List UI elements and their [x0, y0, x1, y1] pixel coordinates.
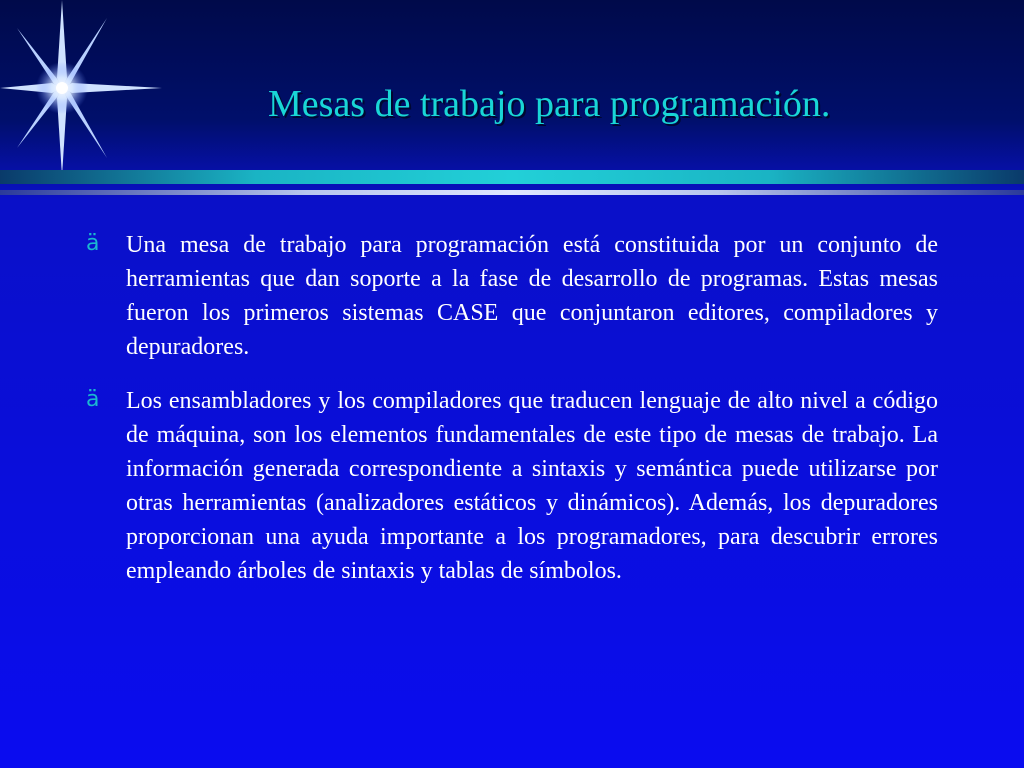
title-divider-line — [0, 190, 1024, 195]
bullet-list — [86, 228, 938, 608]
bullet-text: Una mesa de trabajo para programación está constituida por un conjunto de herramientas que dan soporte a la fase de desarrollo de programas. Estas mesas fueron los primeros sistemas CASE que conjuntaron editores, compiladores y depuradores. — [126, 232, 938, 360]
bullet-icon: ä — [86, 387, 100, 412]
list-item — [86, 384, 938, 588]
title-divider-band — [0, 170, 1024, 184]
list-item — [86, 228, 938, 364]
bullet-icon: ä — [86, 231, 100, 256]
star-burst-icon — [0, 0, 170, 180]
bullet-text: Los ensambladores y los compiladores que traducen lenguaje de alto nivel a código de máquina, son los elementos fundamentales de este tipo de mesas de trabajo. La información generada correspondiente a sintaxis y semántica puede utilizarse por otras herramientas (analizadores estáticos y dinámicos). Además, los depuradores proporcionan una ayuda importante a los programadores, para descubrir errores empleando árboles de sintaxis y tablas de símbolos. — [126, 388, 938, 584]
slide-title: Mesas de trabajo para programación. — [268, 83, 831, 125]
